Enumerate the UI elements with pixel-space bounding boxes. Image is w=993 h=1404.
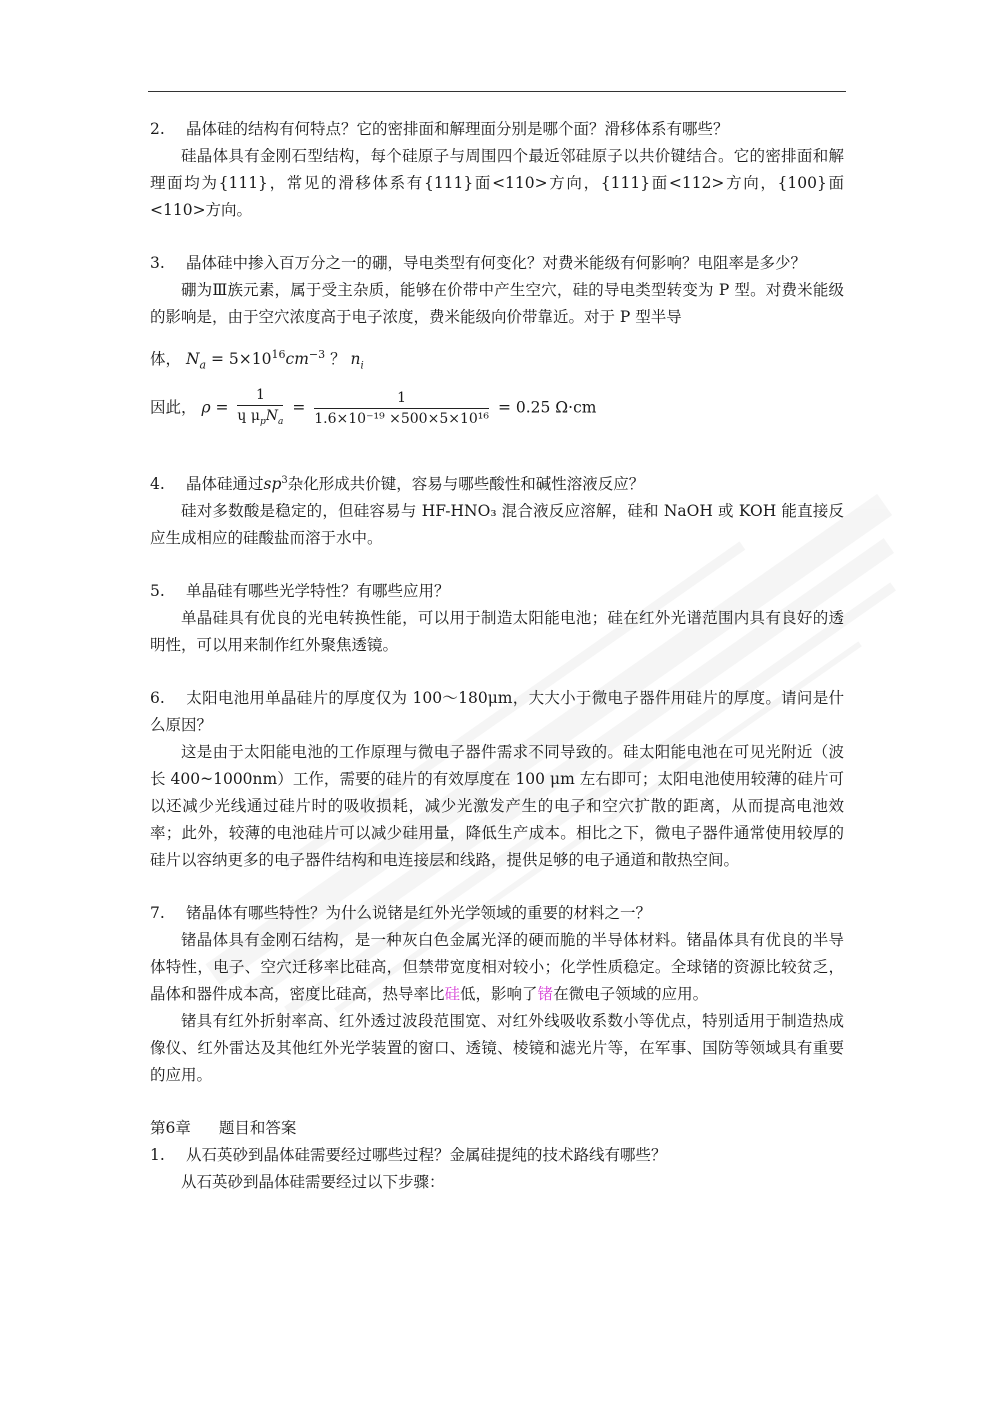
answer-2: 硅晶体具有金刚石型结构，每个硅原子与周围四个最近邻硅原子以共价键结合。它的密排面和解理面均为{111}，常见的滑移体系有{111}面<110>方向，{111}面<112>方向，{100}面<110>方向。 xyxy=(150,147,844,219)
question-number: 1. xyxy=(150,1146,165,1165)
chapter-label: 第6章 xyxy=(150,1119,191,1138)
chapter6-answer-1: 从石英砂到晶体硅需要经过以下步骤： xyxy=(181,1173,445,1192)
question-text: 单晶硅有哪些光学特性？有哪些应用？ xyxy=(186,582,450,601)
formula-resistivity: 因此， ρ = $\frac{1}{ɥ \mu_pN_a}$ = $\frac{1}{\text{1.6×10⁻¹⁹ ×500×5×10¹⁶}}$ = 0.25 Ω·cm xyxy=(150,385,844,441)
document-body xyxy=(150,116,844,1196)
header-rule xyxy=(148,91,846,92)
answer-7-part-2: 锗具有红外折射率高、红外透过波段范围宽、对红外线吸收系数小等优点，特别适用于制造热成像仪、红外雷达及其他红外光学装置的窗口、透镜、棱镜和滤光片等，在军事、国防等领域具有重要的应用。 xyxy=(150,1012,844,1085)
question-text: 晶体硅的结构有何特点？它的密排面和解理面分别是哪个面？滑移体系有哪些？ xyxy=(186,120,729,138)
question-number: 5. xyxy=(150,582,165,601)
answer-6: 这是由于太阳能电池的工作原理与微电子器件需求不同导致的。硅太阳能电池在可见光附近（波长 400~1000nm）工作，需要的硅片的有效厚度在 100 μm 左右即可；太阳电池使用较薄的硅片可以还减少光线通过硅片时的吸收损耗，减少光激发产生的电子和空穴扩散的距离，从而提高电池效率；此外，较薄的电池硅片可以减少硅用量，降低生产成本。相比之下，微电子器件通常使用较厚的硅片以容纳更多的电子器件结构和电连接层和线路，提供足够的电子通道和散热空间。 xyxy=(150,743,844,870)
question-2 xyxy=(150,116,844,143)
chapter-title: 题目和答案 xyxy=(218,1119,297,1138)
question-number: 7. xyxy=(150,904,165,923)
question-7 xyxy=(150,900,844,927)
question-3 xyxy=(150,250,844,277)
question-4: 4. 晶体硅通过$sp^3$杂化形成共价键，容易与哪些酸性和碱性溶液反应？ xyxy=(150,467,844,498)
question-6 xyxy=(150,685,844,739)
question-text: 太阳电池用单晶硅片的厚度仅为 100～180μm，大大小于微电子器件用硅片的厚度。请问是什么原因？ xyxy=(150,689,844,735)
question-number: 3. xyxy=(150,254,165,272)
answer-5: 单晶硅具有优良的光电转换性能，可以用于制造太阳能电池；硅在红外光谱范围内具有良好的透明性，可以用来制作红外聚焦透镜。 xyxy=(150,609,844,655)
fraction-2: $\frac{1}{\text{1.6×10⁻¹⁹ ×500×5×10¹⁶}}$ xyxy=(314,389,489,427)
question-number: 4. xyxy=(150,475,165,494)
answer-7-part-1: 锗晶体具有金刚石结构，是一种灰白色金属光泽的硬而脆的半导体材料。锗晶体具有优良的半导体特性，电子、空穴迁移率比硅高，但禁带宽度相对较小；化学性质稳定。全球锗的资源比较贫乏，晶体和器件成本高，密度比硅高，热导率比硅低，影响了锗在微电子领域的应用。 xyxy=(150,931,844,1004)
question-text: 晶体硅中掺入百万分之一的硼，导电类型有何变化？对费米能级有何影响？电阻率是多少？ xyxy=(186,254,807,272)
fraction-1: $\frac{1}{ɥ \mu_pN_a}$ xyxy=(237,387,284,427)
answer-3: 硼为Ⅲ族元素，属于受主杂质，能够在价带中产生空穴，硅的导电类型转变为 P 型。对费米能级的影响是，由于空穴浓度高于电子浓度，费米能级向价带靠近。对于 P 型半导 xyxy=(150,281,844,326)
question-text: 锗晶体有哪些特性？为什么说锗是红外光学领域的重要的材料之一？ xyxy=(186,904,652,923)
question-number: 6. xyxy=(150,689,165,708)
question-text: 从石英砂到晶体硅需要经过哪些过程？金属硅提纯的技术路线有哪些？ xyxy=(186,1146,667,1165)
formula-doping-concentration: 体， $N_a = 5\times 10^{16}cm^{-3}$ ？ $n_i$ xyxy=(150,348,364,372)
chapter-heading xyxy=(150,1115,844,1142)
question-number: 2. xyxy=(150,120,165,138)
chapter6-question-1 xyxy=(150,1142,844,1169)
answer-4: 硅对多数酸是稳定的，但硅容易与 HF-HNO₃ 混合液反应溶解，硅和 NaOH 或 KOH 能直接反应生成相应的硅酸盐而溶于水中。 xyxy=(150,502,844,548)
question-5 xyxy=(150,578,844,605)
